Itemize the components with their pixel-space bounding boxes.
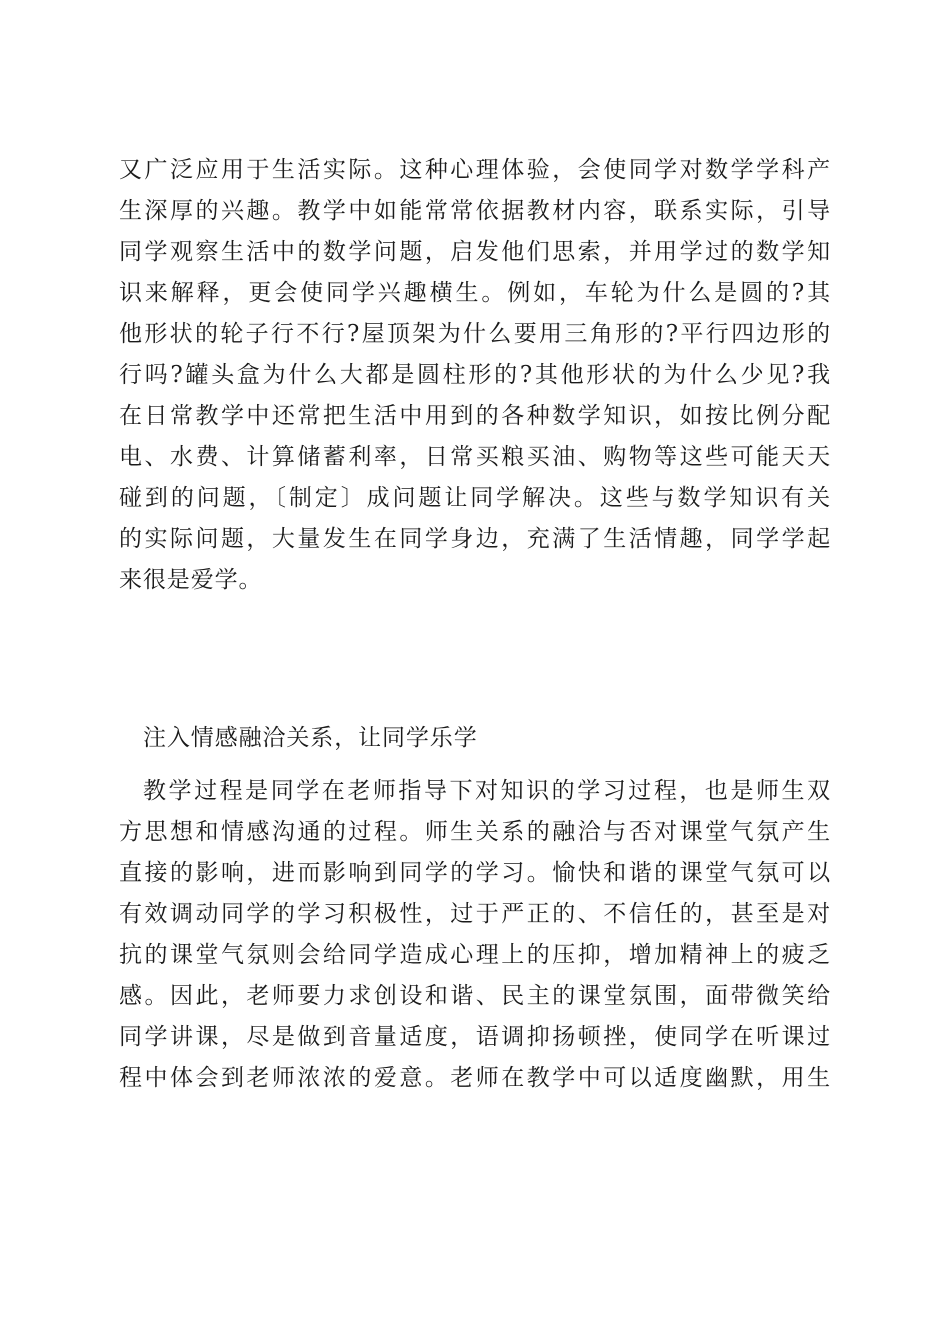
text-line: 直接的影响，进而影响到同学的学习。愉快和谐的课堂气氛可以 [119, 860, 831, 886]
text-line: 的实际问题，大量发生在同学身边，充满了生活情趣，同学学起 [119, 526, 831, 552]
text-line: 又广泛应用于生活实际。这种心理体验，会使同学对数学学科产 [119, 157, 831, 183]
text-line: 在日常教学中还常把生活中用到的各种数学知识，如按比例分配 [119, 403, 831, 429]
text-line: 有效调动同学的学习积极性，过于严正的、不信任的，甚至是对 [119, 901, 831, 927]
paragraph-1 [119, 150, 831, 601]
text-line: 同学观察生活中的数学问题，启发他们思索，并用学过的数学知 [119, 239, 831, 265]
text-line: 识来解释，更会使同学兴趣横生。例如，车轮为什么是圆的?其 [119, 280, 831, 306]
text-line: 来很是爱学。 [119, 567, 263, 593]
text-line: 电、水费、计算储蓄利率，日常买粮买油、购物等这些可能天天 [119, 444, 831, 470]
text-line: 方思想和情感沟通的过程。师生关系的融洽与否对课堂气氛产生 [119, 819, 831, 845]
text-line: 程中体会到老师浓浓的爱意。老师在教学中可以适度幽默，用生 [119, 1065, 831, 1091]
text-line: 碰到的问题，〔制定〕成问题让同学解决。这些与数学知识有关 [119, 485, 831, 511]
text-line: 同学讲课，尽是做到音量适度，语调抑扬顿挫，使同学在听课过 [119, 1024, 831, 1050]
text-line: 生深厚的兴趣。教学中如能常常依据教材内容，联系实际，引导 [119, 198, 831, 224]
text-line: 他形状的轮子行不行?屋顶架为什么要用三角形的?平行四边形的 [119, 321, 831, 347]
text-line: 教学过程是同学在老师指导下对知识的学习过程，也是师生双 [143, 778, 831, 804]
text-line: 抗的课堂气氛则会给同学造成心理上的压抑，增加精神上的疲乏 [119, 942, 831, 968]
text-line: 行吗?罐头盒为什么大都是圆柱形的?其他形状的为什么少见?我 [119, 362, 831, 388]
heading-text: 注入情感融洽关系，让同学乐学 [143, 725, 478, 751]
paragraph-2 [119, 771, 831, 1099]
text-line: 感。因此，老师要力求创设和谐、民主的课堂氛围，面带微笑给 [119, 983, 831, 1009]
section-heading [143, 718, 831, 759]
